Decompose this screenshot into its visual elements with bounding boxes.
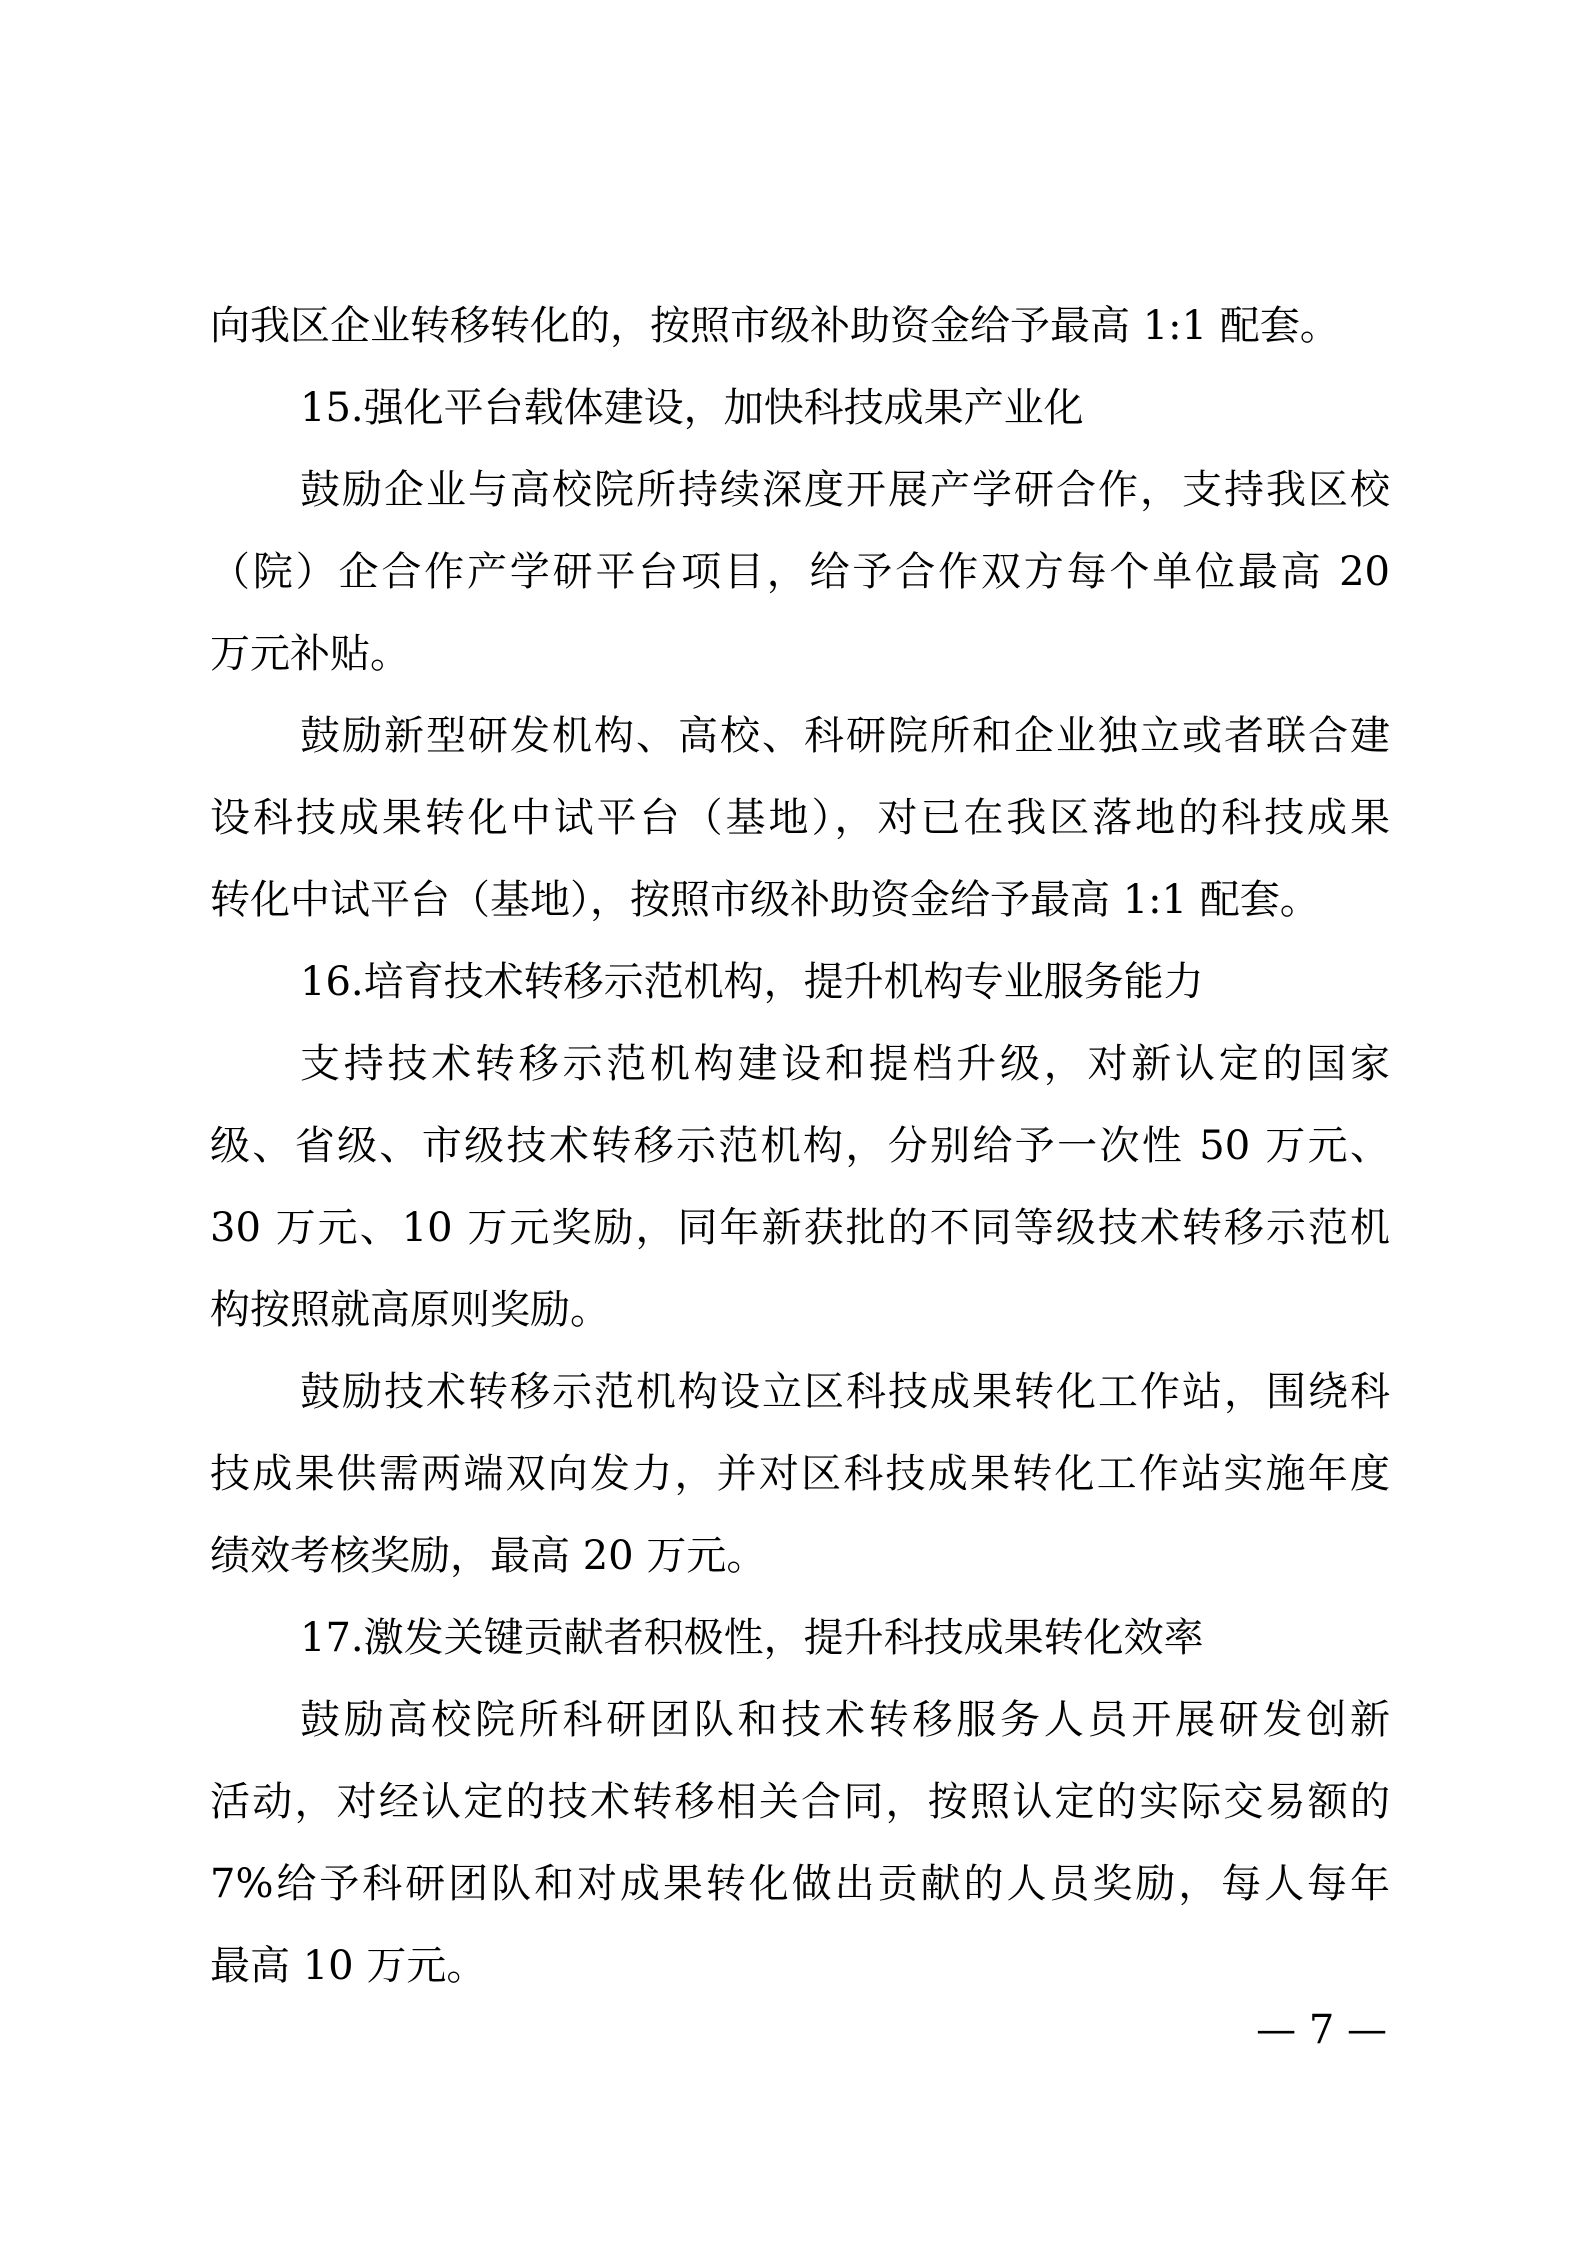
paragraph-line: 技成果供需两端双向发力，并对区科技成果转化工作站实施年度	[210, 1451, 1390, 1497]
paragraph-line: 7%给予科研团队和对成果转化做出贡献的人员奖励，每人每年	[210, 1861, 1390, 1907]
paragraph-line: （院）企合作产学研平台项目，给予合作双方每个单位最高 20	[210, 549, 1390, 595]
document-body	[210, 285, 1390, 2007]
paragraph-line: 鼓励技术转移示范机构设立区科技成果转化工作站，围绕科	[300, 1369, 1390, 1415]
paragraph-line: 向我区企业转移转化的，按照市级补助资金给予最高 1:1 配套。	[210, 303, 1340, 349]
page-number: — 7 —	[1256, 2007, 1387, 2053]
paragraph-line: 最高 10 万元。	[210, 1943, 487, 1989]
paragraph-line: 鼓励企业与高校院所持续深度开展产学研合作，支持我区校	[300, 467, 1390, 513]
section-heading-15: 15.强化平台载体建设，加快科技成果产业化	[300, 385, 1084, 431]
paragraph-line: 支持技术转移示范机构建设和提档升级，对新认定的国家	[300, 1041, 1390, 1087]
paragraph-line: 构按照就高原则奖励。	[210, 1287, 610, 1333]
paragraph-line: 活动，对经认定的技术转移相关合同，按照认定的实际交易额的	[210, 1779, 1390, 1825]
paragraph-line: 鼓励高校院所科研团队和技术转移服务人员开展研发创新	[300, 1697, 1390, 1743]
paragraph-line: 万元补贴。	[210, 631, 410, 677]
paragraph-line: 30 万元、10 万元奖励，同年新获批的不同等级技术转移示范机	[210, 1205, 1390, 1251]
paragraph-line: 级、省级、市级技术转移示范机构，分别给予一次性 50 万元、	[210, 1123, 1390, 1169]
paragraph-line: 鼓励新型研发机构、高校、科研院所和企业独立或者联合建	[300, 713, 1390, 759]
paragraph-line: 设科技成果转化中试平台（基地），对已在我区落地的科技成果	[210, 795, 1390, 841]
paragraph-line: 绩效考核奖励，最高 20 万元。	[210, 1533, 767, 1579]
paragraph-line: 转化中试平台（基地），按照市级补助资金给予最高 1:1 配套。	[210, 877, 1320, 923]
section-heading-16: 16.培育技术转移示范机构，提升机构专业服务能力	[300, 959, 1204, 1005]
section-heading-17: 17.激发关键贡献者积极性，提升科技成果转化效率	[300, 1615, 1204, 1661]
